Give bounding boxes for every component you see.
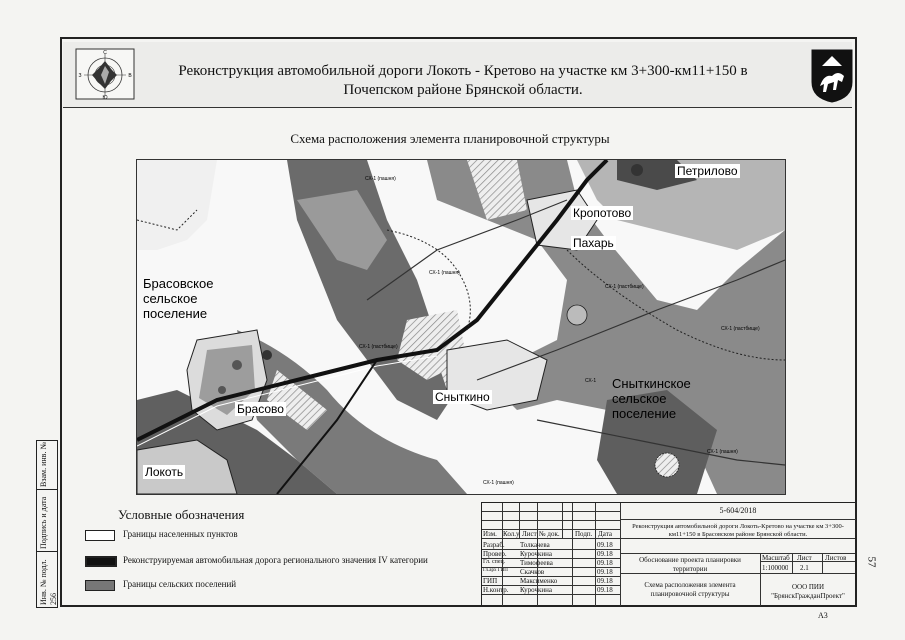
label-petrilovo: Петрилово xyxy=(677,164,738,178)
drawing-sheet: С В Ю З Реконструкция автомобильной дороги Локоть - Кретово на участке км 3+300-км11+150 в Почепском районе Брянской области. Взам. инв. № Подпись и дата Инв. № подл. 256 Схема расположения элемента планировочной структуры Брасовское сельское поселение Сныткинское сельское поселение Брасово Локоть Сныткино Кропотово Пахарь Петрилово СХ-1 (пашня) СХ-1 (пашня) СХ-1 (пастбище) СХ-1 (пастбище) СХ-1 (пастбище) СХ-1 СХ-1 (пашня) СХ-1 (пашня) Условные обозначения Границы населенных пунктов Реконструируемая автомобильная дорога регионального значения IV категории Границы сельских поселений 5-604/2018 Реконструкция автомобильной дороги Локоть-Кретово на участке км 3+300-км11+150 в Брасовском районе Брянской области. Изм. Кол.у Лист № док. Подп. Дата Разраб. Толкачева 09.18 Провер. Курочкина 09.18 Гл. спец. Тимофеева 09.18 Гл.арх ГИП Скачков 09.18 ГИП Максименко 09.18 Н.контр. Курочкина 09.18 Обоснование проекта планировки территории Масштаб Лист Листов 1:100000 2.1 Схема расположения элемента планировочной структуры ООО ПИИ "БрянскГражданПроект" А3 57 xyxy=(0,0,905,640)
title-header xyxy=(63,42,852,108)
label-field-1: СХ-1 (пашня) xyxy=(365,176,396,182)
stamp-col-kol: Кол.у xyxy=(503,530,520,538)
stamp-col-list: Лист xyxy=(522,530,537,538)
stamp-date-0: 09.18 xyxy=(597,541,613,549)
stamp-date-4: 09.18 xyxy=(597,577,613,585)
stamp-role-0: Разраб. xyxy=(483,541,505,549)
compass-east: В xyxy=(128,73,132,79)
stamp-sheet: 2.1 xyxy=(800,564,809,572)
stamp-name-0: Толкачева xyxy=(520,541,550,549)
label-snytkinskoe-settlement: Сныткинское сельское поселение xyxy=(612,376,691,421)
label-pakhar: Пахарь xyxy=(573,236,614,250)
side-label-signature: Подпись и дата xyxy=(39,496,48,549)
stamp-code: 5-604/2018 xyxy=(719,506,757,515)
side-stamp-strip xyxy=(36,440,58,608)
label-lokot: Локоть xyxy=(145,465,184,479)
side-inv-value: 256 xyxy=(49,593,58,605)
label-field-8: СХ-1 (пашня) xyxy=(483,480,514,486)
legend-swatch-road xyxy=(85,556,117,567)
stamp-sheets-header: Листов xyxy=(825,554,847,562)
stamp-col-podp: Подп. xyxy=(575,530,593,538)
title-block xyxy=(481,502,856,607)
stamp-name-3: Скачков xyxy=(520,568,545,576)
stamp-sheet-header: Лист xyxy=(797,554,812,562)
stamp-date-2: 09.18 xyxy=(597,559,613,567)
label-field-6: СХ-1 xyxy=(585,378,597,384)
stamp-col-date: Дата xyxy=(598,530,612,538)
label-brasovo: Брасово xyxy=(237,402,284,416)
side-label-inv: Инв. № подл. xyxy=(39,559,48,605)
compass-west: З xyxy=(78,73,82,79)
stamp-role-5: Н.контр. xyxy=(483,586,509,594)
stamp-role-4: ГИП xyxy=(483,577,498,585)
stamp-scale-header: Масштаб xyxy=(762,554,790,562)
stamp-name-4: Максименко xyxy=(520,577,558,585)
legend-swatch-settlement xyxy=(85,530,115,541)
coat-of-arms-icon xyxy=(808,46,856,104)
stamp-name-1: Курочкина xyxy=(520,550,552,558)
label-snytkino: Сныткино xyxy=(435,390,490,404)
stamp-name-2: Тимофеева xyxy=(520,559,553,567)
stamp-doc-title: Обоснование проекта планировки территории xyxy=(639,556,741,573)
stamp-role-2: Гл. спец. xyxy=(483,559,506,565)
label-field-4: СХ-1 (пастбище) xyxy=(721,326,760,332)
side-label-replace-inv: Взам. инв. № xyxy=(39,441,48,487)
label-field-3: СХ-1 (пастбище) xyxy=(605,284,644,290)
wind-rose-icon xyxy=(75,48,135,100)
stamp-role-3: Гл.арх ГИП xyxy=(483,568,508,573)
paper-format: А3 xyxy=(818,611,828,620)
legend-swatch-rural xyxy=(85,580,115,591)
stamp-date-5: 09.18 xyxy=(597,586,613,594)
stamp-name-5: Курочкина xyxy=(520,586,552,594)
stamp-date-1: 09.18 xyxy=(597,550,613,558)
stamp-date-3: 09.18 xyxy=(597,568,613,576)
stamp-organization: ООО ПИИ "БрянскГражданПроект" xyxy=(771,583,845,600)
label-kropotovo: Кропотово xyxy=(573,206,632,220)
compass-south: Ю xyxy=(102,95,108,100)
compass-north: С xyxy=(103,50,107,56)
stamp-col-doc: № док. xyxy=(539,530,560,538)
stamp-col-izm: Изм. xyxy=(483,530,497,538)
stamp-project: Реконструкция автомобильной дороги Локоть-Кретово на участке км 3+300-км11+150 в Брасовском районе Брянской области. xyxy=(632,523,844,538)
page-number: 57 xyxy=(865,556,878,568)
label-field-5: СХ-1 (пастбище) xyxy=(359,344,398,350)
stamp-drawing-title: Схема расположения элемента планировочной структуры xyxy=(644,581,736,598)
label-field-2: СХ-1 (пашня) xyxy=(429,270,460,276)
stamp-role-1: Провер. xyxy=(483,550,507,558)
stamp-scale: 1:100000 xyxy=(762,564,789,572)
legend-title: Условные обозначения xyxy=(118,507,245,522)
settlement-map xyxy=(136,159,786,495)
map-canvas xyxy=(137,160,785,494)
label-brasovskoe-settlement: Брасовское сельское поселение xyxy=(143,276,214,321)
label-field-7: СХ-1 (пашня) xyxy=(707,449,738,455)
project-title: Реконструкция автомобильной дороги Локоть - Кретово на участке км 3+300-км11+150 в Почепском районе Брянской области. xyxy=(178,63,748,98)
map-title: Схема расположения элемента планировочной структуры xyxy=(290,131,610,146)
